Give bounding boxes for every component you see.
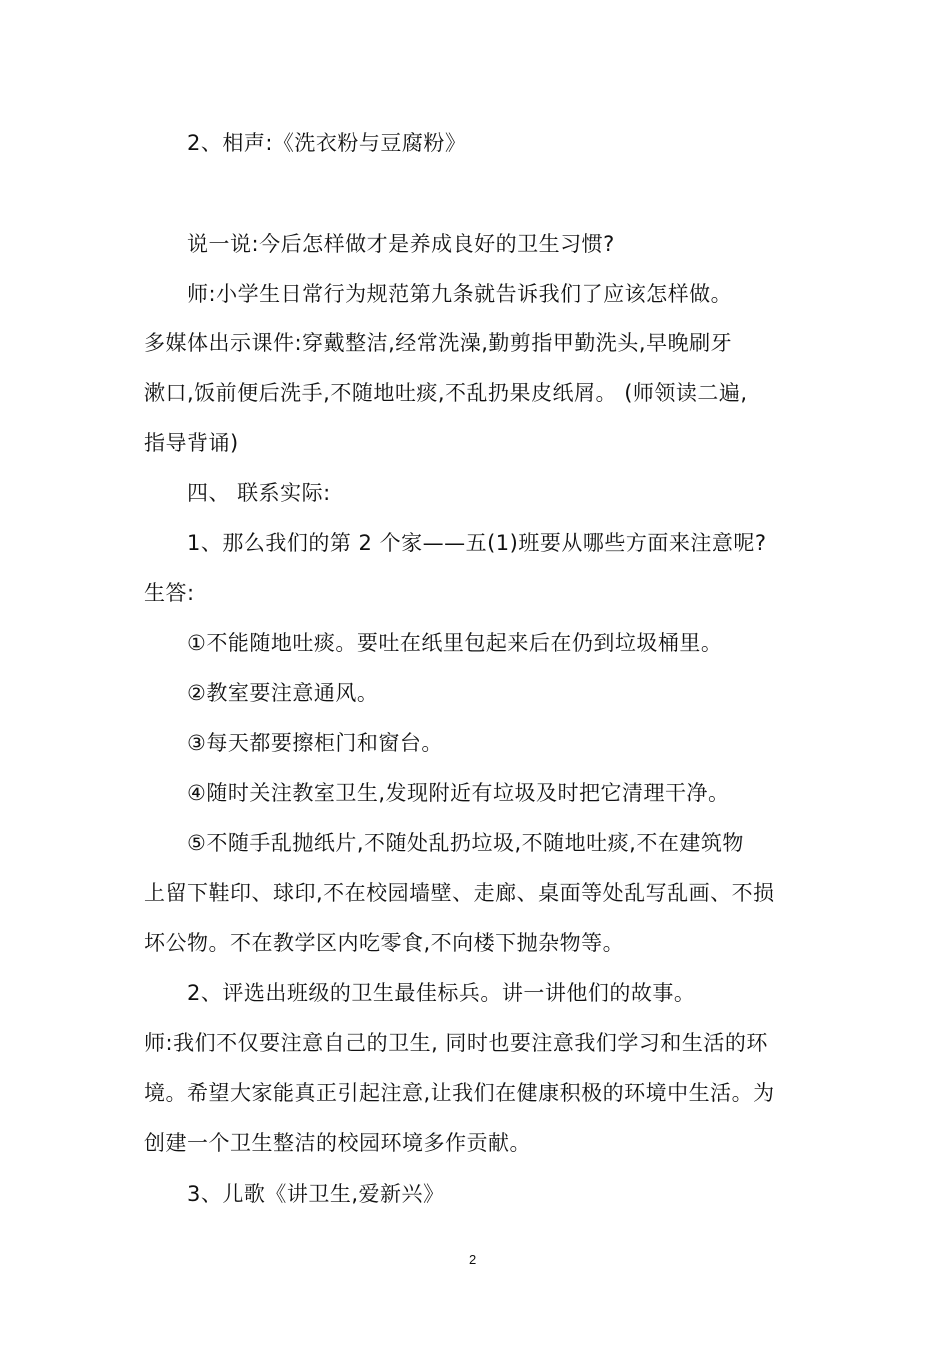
teacher-summary-line-2: 境。希望大家能真正引起注意,让我们在健康积极的环境中生活。为 (144, 1081, 775, 1105)
answer-item-5-line-3: 坏公物。不在教学区内吃零食,不向楼下抛杂物等。 (144, 931, 625, 955)
multimedia-line-1: 多媒体出示课件:穿戴整洁,经常洗澡,勤剪指甲勤洗头,早晚刷牙 (144, 331, 733, 355)
question-one: 1、那么我们的第 2 个家——五(1)班要从哪些方面来注意呢? (187, 531, 767, 555)
answer-item-5-line-1: ⑤不随手乱抛纸片,不随处乱扔垃圾,不随地吐痰,不在建筑物 (187, 831, 744, 855)
answer-item-4: ④随时关注教室卫生,发现附近有垃圾及时把它清理干净。 (187, 781, 730, 805)
page-number: 2 (469, 1252, 477, 1267)
multimedia-line-3: 指导背诵) (144, 431, 239, 455)
crosstalk-heading: 2、相声:《洗衣粉与豆腐粉》 (187, 131, 467, 155)
answer-item-2: ②教室要注意通风。 (187, 681, 379, 705)
teacher-summary-line-3: 创建一个卫生整洁的校园环境多作贡献。 (144, 1131, 531, 1155)
nursery-rhyme-heading: 3、儿歌《讲卫生,爱新兴》 (187, 1182, 445, 1206)
answer-item-5-line-2: 上留下鞋印、球印,不在校园墙壁、走廊、桌面等处乱写乱画、不损 (144, 881, 775, 905)
multimedia-line-2: 漱口,饭前便后洗手,不随地吐痰,不乱扔果皮纸屑。 (师领读二遍, (144, 381, 748, 405)
teacher-line: 师:小学生日常行为规范第九条就告诉我们了应该怎样做。 (187, 282, 733, 306)
answer-item-1: ①不能随地吐痰。要吐在纸里包起来后在仍到垃圾桶里。 (187, 631, 723, 655)
question-two: 2、评选出班级的卫生最佳标兵。讲一讲他们的故事。 (187, 981, 696, 1005)
section-heading-four: 四、 联系实际: (187, 481, 331, 505)
teacher-summary-line-1: 师:我们不仅要注意自己的卫生, 同时也要注意我们学习和生活的环 (144, 1031, 768, 1055)
discussion-prompt: 说一说:今后怎样做才是养成良好的卫生习惯? (187, 232, 615, 256)
student-answer-label: 生答: (144, 581, 195, 605)
answer-item-3: ③每天都要擦柜门和窗台。 (187, 731, 443, 755)
